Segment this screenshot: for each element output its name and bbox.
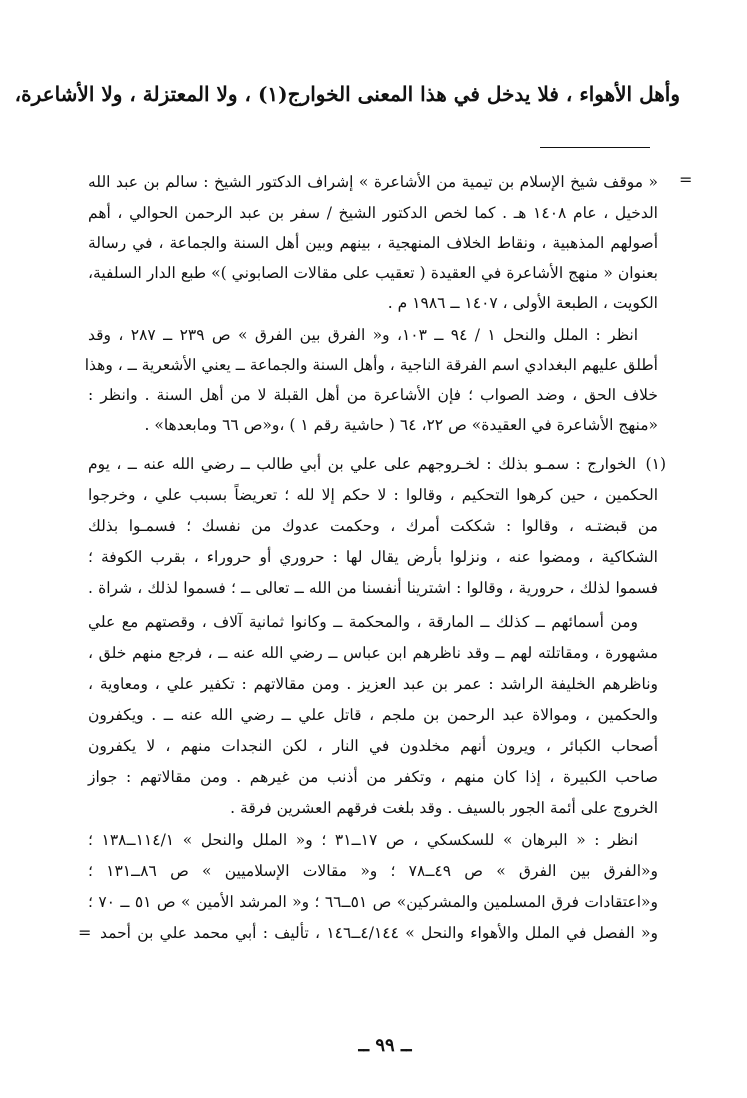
footnote-line: أصولهم المذهبية ، ونقاط الخلاف المنهجية ، بينهم وبين أهل السنة والجماعة ، في رسالة [88,234,658,252]
footnote-line: انظر : الملل والنحل ١ / ٩٤ ــ ١٠٣، و« الفرق بين الفرق » ص ٢٣٩ ــ ٢٨٧ ، وقد [88,326,639,344]
footnote-line: وناظرهم الخليفة الراشد : عمر بن عبد العزيز . ومن مقالاتهم : تكفير علي ، ومعاوية ، [88,675,658,693]
main-text-line: وأهل الأهواء ، فلا يدخل في هذا المعنى الخوارج(١) ، ولا المعتزلة ، ولا الأشاعرة، [14,82,680,106]
footnote-line: والحكمين ، وموالاة عبد الرحمن بن ملجم ، قاتل علي ــ رضي الله عنه ــ . ويكفرون [88,706,658,724]
footnote-line: صاحب الكبيرة ، إذا كان منهم ، وتكفر من أذنب من غيرهم . ومن مقالاتهم : جواز [88,768,658,786]
footnote-line: أطلق عليهم البغدادي اسم الفرقة الناجية ، وأهل السنة والجماعة ــ يعني الأشعرية ــ ، وهذا [84,356,658,374]
footnote-line: الخوارج : سمـو بذلك : لخـروجهم على علي بن أبي طالب ــ رضي الله عنه ــ ، يوم [88,455,636,473]
footnote-line: مشهورة ، ومقاتلته لهم ــ وقد ناظرهم ابن عباس ــ رضي الله عنه ــ ، فرجع منهم خلق ، [88,644,658,662]
footnote-line: انظر : « البرهان » للسكسكي ، ص ١٧ــ٣١ ؛ و« الملل والنحل » ١١٤/١ــ١٣٨ ؛ [88,831,638,849]
footnote-line: الكويت ، الطبعة الأولى ، ١٤٠٧ ــ ١٩٨٦ م . [387,294,658,312]
footnote-number: (١) [645,455,666,473]
footnote-line: بعنوان « منهج الأشاعرة في العقيدة ( تعقيب على مقالات الصابوني )» طبع الدار السلفية، [88,264,658,282]
footnote-line: خلاف الحق ، وضد الصواب ؛ فإن الأشاعرة من أهل القبلة لا من أهل السنة . وانظر : [88,386,658,404]
footnote-line: و«اعتقادات فرق المسلمين والمشركين» ص ٥١ــ٦٦ ؛ و« المرشد الأمين » ص ٥١ ــ ٧٠ ؛ [88,893,658,911]
footnote-line: «منهج الأشاعرة في العقيدة» ص ٢٢، ٦٤ ( حاشية رقم ١ ) ،و«ص ٦٦ ومابعدها» . [144,416,658,434]
footnote-line: الشكاكية ، ومضوا عنه ، ونزلوا بأرض يقال لها : حروري أو حروراء ، بقرب الكوفة ؛ [88,548,658,566]
footnote-line: فسموا لذلك ، حرورية ، وقالوا : اشترينا أنفسنا من الله ــ تعالى ــ ؛ فسموا لذلك ، شراة . [88,579,658,597]
footnote-line: أصحاب الكبائر ، ويرون أنهم مخلدون في النار ، لكن النجدات منهم ، لا يكفرون [88,737,658,755]
footnote-separator [540,147,650,148]
footnote-line: من قبضتـه ، وقالوا : شككت أمرك ، وحكمت عدوك من نفسك ؛ فسمـوا بذلك [88,517,658,535]
footnote-line: « موقف شيخ الإسلام بن تيمية من الأشاعرة » إشراف الدكتور الشيخ : سالم بن عبد الله [88,173,658,191]
footnote-line: و«الفرق بين الفرق » ص ٤٩ــ٧٨ ؛ و« مقالات الإسلاميين » ص ٨٦ــ١٣١ ؛ [88,862,659,880]
page-number: ــ ٩٩ ــ [358,1035,412,1056]
footnote-line: ومن أسمائهم ــ كذلك ــ المارقة ، والمحكمة ــ وكانوا ثمانية آلاف ، وقصتهم مع علي [88,613,638,631]
footnote-line: الحكمين ، حين كرهوا التحكيم ، وقالوا : لا حكم إلا لله ؛ تعريضاً بسبب علي ، وخرجوا [88,486,658,504]
footnote-end-marker: = [78,923,92,942]
footnote-continuation-marker: = [679,170,693,189]
footnote-line: الدخيل ، عام ١٤٠٨ هـ . كما لخص الدكتور الشيخ / سفر بن عبد الرحمن الحوالي ، أهم [88,204,658,222]
footnote-line: الخروج على أئمة الجور بالسيف . وقد بلغت فرقهم العشرين فرقة . [230,799,658,817]
footnote-line: و« الفصل في الملل والأهواء والنحل » ٤/١٤٤ــ١٤٦ ، تأليف : أبي محمد علي بن أحمد [100,924,658,942]
